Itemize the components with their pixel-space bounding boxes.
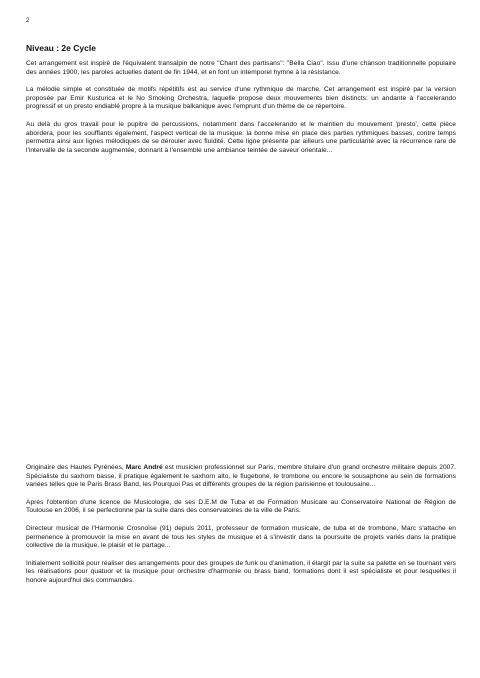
page-number: 2 bbox=[26, 18, 30, 24]
intro-section bbox=[26, 60, 456, 164]
intro-paragraph: La mélodie simple et constituée de motifs répétitifs est au service d'une rythmique de marche. Cet arrangement est inspiré par la version proposée par Emir Kusturica et le No Smoking Orchestra, laquelle propose deux mouvements bien distincts: un andante à l'accelerando progressif et un presto endiablé propre à la musique balkanique avec l'emprunt d'un thème de ce répertoire. bbox=[26, 86, 456, 111]
bio-paragraph bbox=[26, 464, 456, 490]
intro-paragraph: Au delà du gros travail pour le pupitre de percussions, notamment dans l'accelerando et le maintien du mouvement 'presto', cette pièce abordera, pour les soufflants également, l'aspect vertical de la musique: la bonne mise en place des parties rythmiques basses, contre temps permettra ainsi aux lignes mélodiques de se dérouler avec fluidité. Cette ligne présente par ailleurs une particularité avec la récurrence rare de l'intervalle de la seconde augmentée, donnant à l'ensemble une ambiance teintée de saveur orientale... bbox=[26, 120, 456, 154]
level-heading: Niveau : 2e Cycle bbox=[26, 43, 96, 53]
bio-paragraph: Initialement sollicité pour réaliser des arrangements pour des groupes de funk ou d'animation, il élargit par la suite sa palette en se tournant vers les réalisations pour quatuor et la musique pour orchestre d'harmonie ou brass band, formations dont il est spécialiste et pour lesquelles il honore aujourd'hui des commandes. bbox=[26, 559, 456, 584]
bio-text: est musicien professionnel sur Paris, membre titulaire d'un grand orchestre militaire depuis 2007. Spécialiste du saxhorn basse, il pratique également le saxhorn alto, le flugebone, le trombone ou encore le sousaphone au sein de formations variées telles que le Paris Brass Band, les Pourquoi Pas et différents groupes de la région parisienne et toulousaine... bbox=[26, 464, 456, 489]
intro-paragraph: Cet arrangement est inspiré de l'équivalent transalpin de notre "Chant des partisans": "Bella Ciao". Issu d'une chanson traditionnelle populaire des années 1900, les paroles actuelles datent de fin 1944, et en font un intemporel hymne à la résistance. bbox=[26, 60, 456, 76]
bio-text: Originaire des Hautes Pyrénées, bbox=[26, 464, 126, 471]
author-bio-section bbox=[26, 464, 456, 595]
bio-paragraph: Directeur musical de l'Harmonie Crosnoise (91) depuis 2011, professeur de formation musicale, de tuba et de trombone, Marc s'attache en permenence à promouvoir la mise en avant de tous les styles de musique et à s'investir dans la poursuite de projets variés dans la pratique collective de la musique, le plaisir et le partage... bbox=[26, 524, 456, 550]
author-name: Marc André bbox=[125, 464, 163, 471]
bio-paragraph: Après l'obtention d'une licence de Musicologie, de ses D.E.M de Tuba et de Formation Musicale au Conservatoire National de Région de Toulouse en 2006, il se perfectionne par la suite dans des conservatoires de la ville de Paris. bbox=[26, 498, 456, 515]
